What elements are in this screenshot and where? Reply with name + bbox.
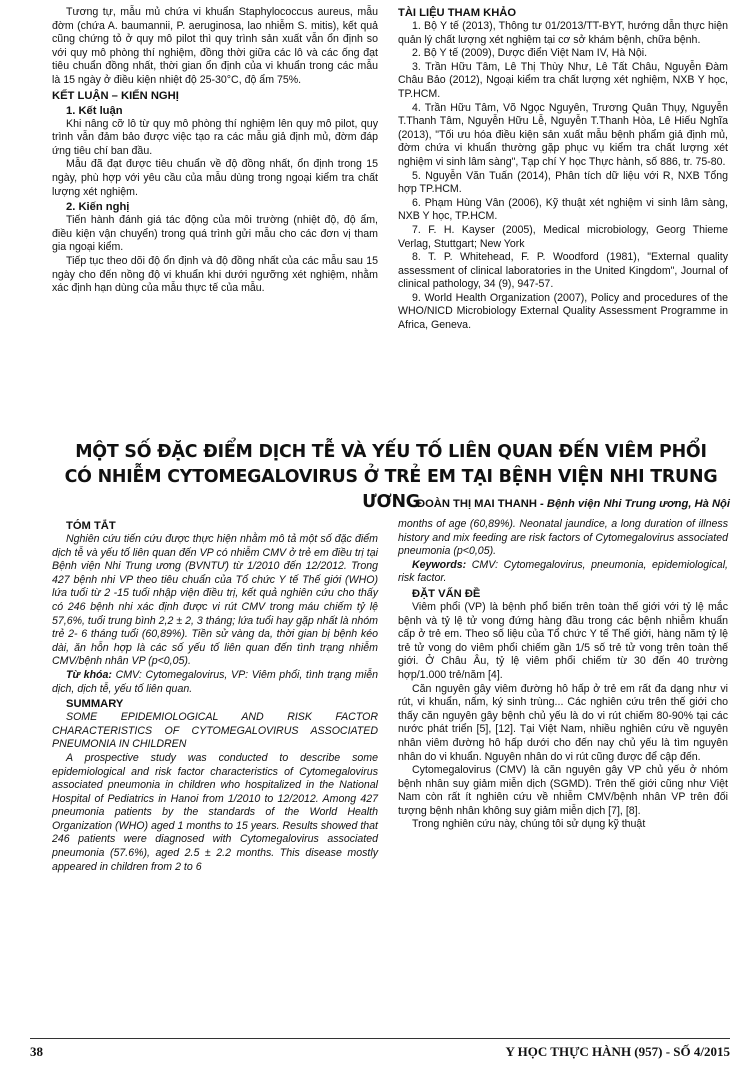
keywords-text: CMV: Cytomegalovirus, VP: Viêm phổi, tình trạng miễn dịch, dịch tễ, yếu tố liên quan. bbox=[52, 668, 378, 695]
reference-item: 3. Trần Hữu Tâm, Lê Thị Thùy Như, Lê Tất Châu, Nguyễn Đàm Châu Bảo (2012), Ngoại kiểm tra chất lượng xét nghiệm, NXB Y học, TP.HCM. bbox=[398, 60, 728, 100]
references-heading: TÀI LIỆU THAM KHẢO bbox=[398, 7, 517, 19]
reference-item: 7. F. H. Kayser (2005), Medical microbiology, Georg Thieme Verlag, Stuttgart; New York bbox=[398, 223, 728, 250]
results-paragraph: Tương tự, mẫu mủ chứa vi khuẩn Staphylococcus aureus, mẫu đờm (chứa A. baumannii, P. aeruginosa, lao nhiễm S. mitis), kết quả cũng chứng tỏ ở quy mô pilot thì quy trình sản xuất vẫn ổn định so với quy mô phòng thí nghiệm, đồng thời giữa các lô và các ống đạt tiêu chuẩn đồng nhất, thời gian ổn định của vi khuẩn trong các mẫu là 15 ngày ở điều kiện nhiệt độ 25-30°C, độ ẩm 75%. bbox=[52, 6, 378, 86]
introduction-paragraph-2: Căn nguyên gây viêm đường hô hấp ở trẻ em rất đa dạng như vi rút, vi khuẩn, nấm, ký sinh trùng... Các nghiên cứu trên thế giới cho thấy căn nguyên gây bệnh chủ yếu là do vi rút chiếm 80-90% tại các nước phát triển [5], [12]. Tại Việt Nam, nhiều nghiên cứu về nguyên nhân viêm đường hô hấp dưới cho đến nay chủ yếu là tìm nguyên nhân do vi khuẩn. Nguyên nhân do vi rút cũng được để cập đến. bbox=[398, 682, 728, 763]
introduction-paragraph-1: Viêm phổi (VP) là bệnh phổ biến trên toàn thế giới với tỷ lệ mắc bệnh và tỷ lệ tử vong đứng hàng đầu trong các bệnh nhiễm khuẩn cấp ở trẻ em. Theo số liệu của Tổ chức Y tế Thế giới, hàng năm tỷ lệ trẻ tử vong do viêm phổi chiếm gần 1/5 số trẻ tử vong trên toàn thế giới. Ở Châu Âu, tỷ lệ viêm phổi chiếm từ 30 đến 40 trường hợp/1.000 trẻ/năm [4]. bbox=[398, 600, 728, 681]
reference-item: 9. World Health Organization (2007), Policy and procedures of the WHO/NICD Microbiology External Quality Assessment Programme in Africa, Geneva. bbox=[398, 291, 728, 332]
summary-text-continued: months of age (60,89%). Neonatal jaundice, a long duration of illness history and mix feeding are risk factors of Cytomegalovirus associated pneumonia (p<0,05). bbox=[398, 518, 728, 558]
recommendation-subheading: 2. Kiến nghị bbox=[66, 201, 130, 214]
page-number: 38 bbox=[30, 1044, 43, 1059]
article-title-line-2: CÓ NHIỄM CYTOMEGALOVIRUS Ở TRẺ EM TẠI BỆNH VIỆN NHI TRUNG ƯƠNG bbox=[64, 467, 718, 512]
abstract-heading: TÓM TẮT bbox=[66, 520, 116, 532]
summary-keywords bbox=[398, 559, 728, 586]
keywords-text: CMV: Cytomegalovirus, pneumonia, epidemiological, risk factor. bbox=[398, 558, 728, 585]
conclusion-subheading: 1. Kết luận bbox=[66, 104, 123, 117]
recommendation-paragraph-1: Tiến hành đánh giá tác động của môi trường (nhiệt độ, độ ẩm, điều kiện vận chuyển) trong quá trình gửi mẫu cho các đơn vị tham gia ngoại kiểm. bbox=[52, 214, 378, 254]
keywords-label: Từ khóa: bbox=[66, 668, 112, 681]
previous-article-column bbox=[52, 6, 378, 296]
abstract-text: Nghiên cứu tiến cứu được thực hiện nhằm mô tả một số đặc điểm dịch tễ và yếu tố liên quan đến VP có nhiễm CMV ở trẻ em điều trị tại Bệnh viện Nhi Trung ương (BVNTƯ) từ 1/2010 đến 12/2012. Trong 427 bệnh nhi VP theo tiêu chuẩn của Tổ chức Y tế Thế giới (WHO) lứa tuổi từ 2 -15 tuổi nhập viện điều trị, kết quả nghiên cứu cho thấy có 246 bệnh nhi xác định được vi rút CMV trong máu chiếm tỷ lệ 57,6%, tuổi trung bình 2,2 ± 2, 3 tháng; lứa tuổi hay gặp nhất là nhóm trẻ 2- 6 tháng tuổi (60,89%). Tiền sử vàng da, thời gian bị bệnh kéo dài, ăn hỗn hợp là các số yếu tố liên quan đến tình trạng nhiễm CMV/bệnh nhân VP (p<0,05). bbox=[52, 533, 378, 668]
author-affiliation: - Bệnh viện Nhi Trung ương, Hà Nội bbox=[536, 498, 730, 510]
conclusion-paragraph-2: Mẫu đã đạt được tiêu chuẩn về độ đồng nhất, ổn định trong 15 ngày, phù hợp với yêu cầu của mẫu dùng trong ngoại kiểm tra chất lượng xét nghiệm. bbox=[52, 158, 378, 198]
introduction-paragraph-3: Cytomegalovirus (CMV) là căn nguyên gây VP chủ yếu ở nhóm bệnh nhân suy giảm miễn dịch (SGMD). Trên thế giới cũng như Việt Nam còn rất ít nghiên cứu về nhiễm CMV/bệnh nhân VP trên đối tượng bệnh nhân không suy giảm miễn dịch [7], [8]. bbox=[398, 764, 728, 817]
article-title-line-1: MỘT SỐ ĐẶC ĐIỂM DỊCH TỄ VÀ YẾU TỐ LIÊN QUAN ĐẾN VIÊM PHỔI bbox=[75, 442, 707, 462]
abstract-column bbox=[52, 518, 378, 874]
reference-item: 2. Bộ Y tế (2009), Dược điển Việt Nam IV, Hà Nội. bbox=[412, 47, 648, 60]
reference-item: 6. Phạm Hùng Vân (2006), Kỹ thuật xét nghiệm vi sinh lâm sàng, NXB Y học, TP.HCM. bbox=[398, 196, 728, 223]
introduction-column bbox=[398, 518, 728, 832]
journal-name: Y HỌC THỰC HÀNH (957) - SỐ 4/2015 bbox=[505, 1044, 730, 1059]
references-column bbox=[398, 6, 728, 333]
summary-title: SOME EPIDEMIOLOGICAL AND RISK FACTOR CHARACTERISTICS OF CYTOMEGALOVIRUS ASSOCIATED PNEUMONIA IN CHILDREN bbox=[52, 711, 378, 751]
author-name: ĐOÀN THỊ MAI THANH bbox=[416, 498, 537, 510]
page-footer bbox=[30, 1044, 730, 1064]
reference-item: 5. Nguyễn Văn Tuấn (2014), Phân tích dữ liệu với R, NXB Tổng hợp TP.HCM. bbox=[398, 169, 728, 196]
author-line bbox=[52, 498, 730, 510]
introduction-heading: ĐẶT VẤN ĐỀ bbox=[412, 587, 481, 600]
summary-text: A prospective study was conducted to describe some epidemiological and risk factor characteristics of Cytomegalovirus associated pneumonia in children who hospitalized in the National Hospital of Pediatrics in Hanoi from 1/2010 to 12/2012. Among 427 pneumonia patients by the standards of the World Health Organization (WHO) aged 1 months to 15 years. Results showed that 246 patients were diagnosed with Cytomegalovirus associated pneumonia (57.6%), aged 2.5 ± 2.2 months. This disease mostly appeared in children from 2 to 6 bbox=[52, 751, 378, 873]
reference-item: 1. Bộ Y tế (2013), Thông tư 01/2013/TT-BYT, hướng dẫn thực hiện quản lý chất lượng xét nghiệm tại cơ sở khám bệnh, chữa bệnh. bbox=[398, 20, 728, 46]
reference-item: 4. Trần Hữu Tâm, Võ Ngọc Nguyên, Trương Quân Thụy, Nguyễn T.Thanh Tâm, Nguyễn Hữu Lễ, Nguyễn T.Thanh Hòa, Lê Hiếu Nghĩa (2013), "Tối ưu hóa điều kiện sản xuất mẫu bệnh phẩm giả định mủ, đờm chứa vi khuẩn thường gặp phục vụ kiểm tra chất lượng xét nghiệm vi sinh lâm sàng", Tạp chí Y học Thực hành, số 886, tr. 75-80. bbox=[398, 101, 728, 168]
recommendation-paragraph-2: Tiếp tục theo dõi độ ổn định và độ đồng nhất của các mẫu sau 15 ngày cho đến nồng độ vi khuẩn khi dưới ngưỡng xét nghiệm, nhằm xác định hạn dùng của mẫu thực tế của mẫu. bbox=[52, 254, 378, 295]
conclusion-paragraph-1: Khi nâng cỡ lô từ quy mô phòng thí nghiệm lên quy mô pilot, quy trình vẫn đảm bảo được việc tạo ra các mẫu giả định mủ, đờm đáp ứng tiêu chí ban đầu. bbox=[52, 117, 378, 157]
keywords-label: Keywords: bbox=[412, 558, 467, 571]
conclusion-heading: KẾT LUẬN – KIẾN NGHỊ bbox=[52, 89, 179, 102]
footer-rule bbox=[30, 1038, 730, 1039]
summary-heading: SUMMARY bbox=[66, 698, 124, 711]
abstract-keywords bbox=[52, 669, 378, 696]
reference-item: 8. T. P. Whitehead, F. P. Woodford (1981), "External quality assessment of clinical laboratories in the United Kingdom", Journal of clinical pathology, 34 (9), 947-57. bbox=[398, 251, 728, 291]
introduction-paragraph-4: Trong nghiên cứu này, chúng tôi sử dụng kỹ thuật bbox=[412, 818, 646, 831]
